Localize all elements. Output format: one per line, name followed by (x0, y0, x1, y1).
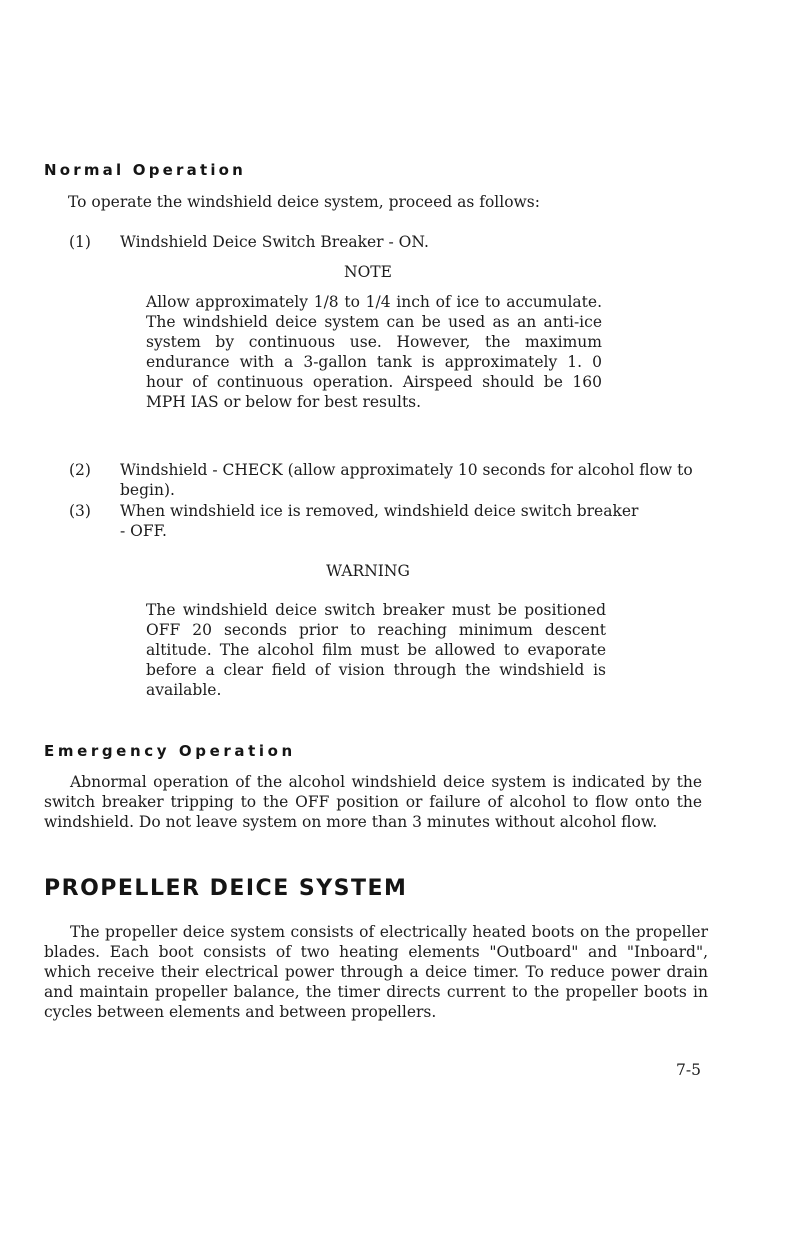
note-title: NOTE (344, 263, 392, 281)
step-text: When windshield ice is removed, windshield deice switch breaker - OFF. (120, 502, 639, 540)
step-number: (3) (69, 502, 91, 520)
warning-text: The windshield deice switch breaker must be positioned OFF 20 seconds prior to reaching minimum descent altitude. The alcohol film must be allowed to evaporate before a clear field of vision through the windshield is available. (146, 601, 606, 699)
emergency-operation-text: Abnormal operation of the alcohol windshield deice system is indicated by the switch breaker tripping to the OFF position or failure of alcohol to flow onto the windshield. Do not leave system on more than 3 minutes without alcohol flow. (44, 773, 702, 831)
page-number: 7-5 (676, 1061, 701, 1079)
warning-title: WARNING (326, 562, 410, 580)
step-text: Windshield - CHECK (allow approximately 10 seconds for alcohol flow to begin). (120, 461, 693, 499)
section-heading-normal-operation: Normal Operation (44, 161, 247, 179)
section-heading-propeller-deice: PROPELLER DEICE SYSTEM (44, 876, 408, 901)
normal-operation-intro: To operate the windshield deice system, proceed as follows: (68, 193, 540, 211)
propeller-deice-text: The propeller deice system consists of electrically heated boots on the propeller blades. Each boot consists of two heating elements "Outboard" and "Inboard", which receive their electrical power through a deice timer. To reduce power drain and maintain propeller balance, the timer directs current to the propeller boots in cycles between elements and between propellers. (44, 923, 708, 1021)
note-text: Allow approximately 1/8 to 1/4 inch of ice to accumulate. The windshield deice system can be used as an anti-ice system by continuous use. However, the maximum endurance with a 3-gallon tank is approximately 1. 0 hour of continuous operation. Airspeed should be 160 MPH IAS or below for best results. (146, 293, 602, 411)
step-text: Windshield Deice Switch Breaker - ON. (120, 233, 429, 251)
step-number: (1) (69, 233, 91, 251)
step-number: (2) (69, 461, 91, 479)
section-heading-emergency-operation: Emergency Operation (44, 742, 296, 760)
